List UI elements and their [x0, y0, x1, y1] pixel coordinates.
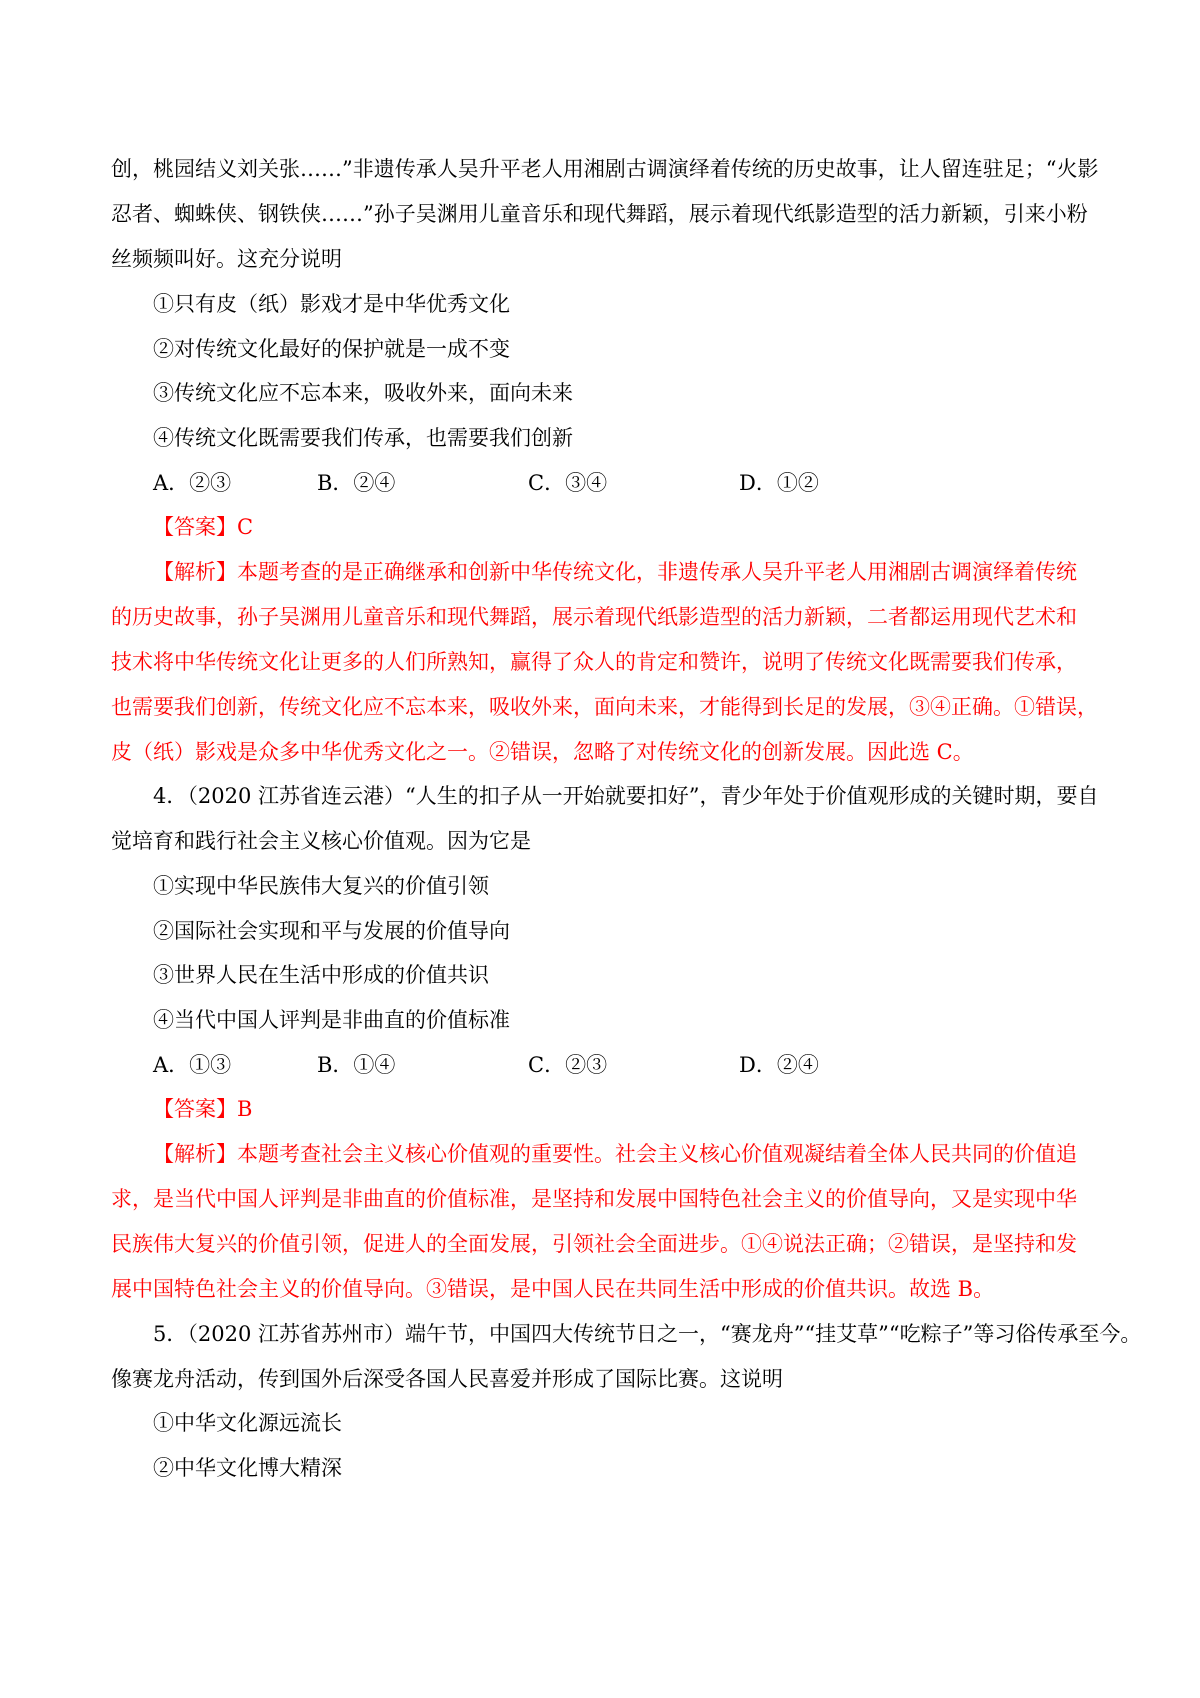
- q5-stem-line-2: 像赛龙舟活动，传到国外后深受各国人民喜爱并形成了国际比赛。这说明: [111, 1367, 783, 1391]
- q4-analysis-line-1: 【解析】本题考查社会主义核心价值观的重要性。社会主义核心价值观凝结着全体人民共同的价值追: [153, 1142, 1077, 1166]
- q4-analysis-line-2: 求，是当代中国人评判是非曲直的价值标准，是坚持和发展中国特色社会主义的价值导向，又是实现中华: [111, 1187, 1077, 1211]
- q3-answer: 【答案】C: [153, 515, 254, 539]
- q4-options: [153, 1050, 853, 1080]
- q3-item-3: ③传统文化应不忘本来，吸收外来，面向未来: [153, 381, 573, 405]
- q4-analysis-line-3: 民族伟大复兴的价值引领，促进人的全面发展，引领社会全面进步。①④说法正确；②错误，是坚持和发: [111, 1232, 1077, 1256]
- q4-item-4: ④当代中国人评判是非曲直的价值标准: [153, 1008, 510, 1032]
- q3-item-2: ②对传统文化最好的保护就是一成不变: [153, 337, 510, 361]
- q4-answer: 【答案】B: [153, 1097, 253, 1121]
- q3-stem-line-3: 丝频频叫好。这充分说明: [111, 247, 342, 271]
- q4-option-b: B．①④: [317, 1053, 396, 1077]
- q4-item-2: ②国际社会实现和平与发展的价值导向: [153, 919, 510, 943]
- q4-item-3: ③世界人民在生活中形成的价值共识: [153, 963, 489, 987]
- q4-stem-line-1: 4．（2020 江苏省连云港）“人生的扣子从一开始就要扣好”，青少年处于价值观形成的关键时期，要自: [153, 784, 1099, 808]
- q4-analysis-line-4: 展中国特色社会主义的价值导向。③错误，是中国人民在共同生活中形成的价值共识。故选 B。: [111, 1277, 995, 1301]
- q4-option-c: C．②③: [528, 1053, 608, 1077]
- q5-stem-line-1: 5．（2020 江苏省苏州市）端午节，中国四大传统节日之一，“赛龙舟”“挂艾草”“吃粽子”等习俗传承至今。: [153, 1322, 1142, 1346]
- q3-analysis-line-2: 的历史故事，孙子吴渊用儿童音乐和现代舞蹈，展示着现代纸影造型的活力新颖，二者都运用现代艺术和: [111, 605, 1077, 629]
- q5-item-1: ①中华文化源远流长: [153, 1411, 342, 1435]
- q3-option-d: D．①②: [739, 471, 819, 495]
- q3-analysis-line-3: 技术将中华传统文化让更多的人们所熟知，赢得了众人的肯定和赞许，说明了传统文化既需要我们传承，: [111, 650, 1077, 674]
- q3-option-b: B．②④: [317, 471, 396, 495]
- q3-analysis-line-5: 皮（纸）影戏是众多中华优秀文化之一。②错误，忽略了对传统文化的创新发展。因此选 C。: [111, 740, 974, 764]
- q4-stem-line-2: 觉培育和践行社会主义核心价值观。因为它是: [111, 829, 531, 853]
- q5-item-2: ②中华文化博大精深: [153, 1456, 342, 1480]
- q3-item-4: ④传统文化既需要我们传承，也需要我们创新: [153, 426, 573, 450]
- q3-item-1: ①只有皮（纸）影戏才是中华优秀文化: [153, 292, 510, 316]
- q3-option-a: A．②③: [153, 471, 232, 495]
- q3-stem-line-2: 忍者、蜘蛛侠、钢铁侠……”孙子吴渊用儿童音乐和现代舞蹈，展示着现代纸影造型的活力新颖，引来小粉: [111, 202, 1088, 226]
- q3-options: [153, 468, 853, 498]
- q3-analysis-line-1: 【解析】本题考查的是正确继承和创新中华传统文化，非遗传承人吴升平老人用湘剧古调演绎着传统: [153, 560, 1077, 584]
- q4-option-d: D．②④: [739, 1053, 819, 1077]
- q3-stem-line-1: 创，桃园结义刘关张……”非遗传承人吴升平老人用湘剧古调演绎着传统的历史故事，让人留连驻足；“火影: [111, 157, 1099, 181]
- q3-analysis-line-4: 也需要我们创新，传统文化应不忘本来，吸收外来，面向未来，才能得到长足的发展，③④正确。①错误，: [111, 695, 1098, 719]
- q3-option-c: C．③④: [528, 471, 608, 495]
- q4-option-a: A．①③: [153, 1053, 232, 1077]
- q4-item-1: ①实现中华民族伟大复兴的价值引领: [153, 874, 489, 898]
